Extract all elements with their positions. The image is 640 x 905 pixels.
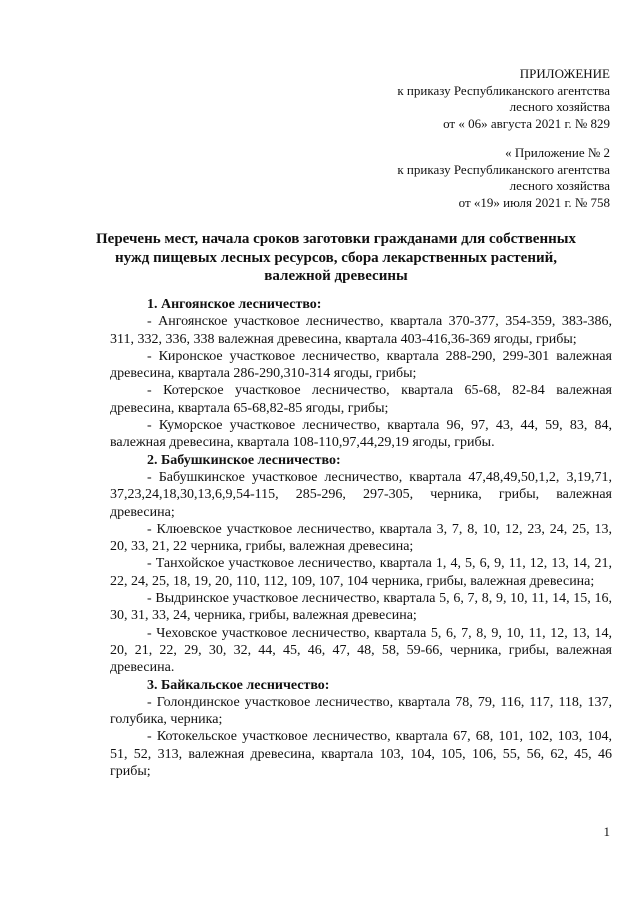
list-item: - Танхойское участковое лесничество, квартала 1, 4, 5, 6, 9, 11, 12, 13, 14, 21, 22, 24, 25, 18, 19, 20, 110, 112, 109, 107, 104 черника, грибы, валежная древесина; — [110, 556, 612, 589]
appendix-order-line: к приказу Республиканского агентства — [397, 82, 610, 98]
list-item: - Голондинское участковое лесничество, квартала 78, 79, 116, 117, 118, 137, голубика, черника; — [110, 694, 612, 728]
title-line: валежной древесины — [264, 268, 408, 284]
list-item: - Выдринское участковое лесничество, квартала 5, 6, 7, 8, 9, 10, 11, 14, 15, 16, 30, 31, 33, 24, черника, грибы, валежная древесина; — [110, 591, 612, 624]
list-item: - Ангоянское участковое лесничество, квартала 370-377, 354-359, 383-386, 311, 332, 336, 338 валежная древесина, квартала 403-416,36-369 ягоды, грибы; — [110, 314, 612, 347]
list-item: - Куморское участковое лесничество, квартала 96, 97, 43, 44, 59, 83, 84, валежная древесина, квартала 108-110,97,44,29,19 ягоды, грибы. — [110, 418, 612, 451]
previous-appendix-title: « Приложение № 2 — [505, 145, 610, 160]
title-line: нужд пищевых лесных ресурсов, сбора лекарственных растений, — [114, 249, 558, 266]
list-item: - Киронское участковое лесничество, квартала 288-290, 299-301 валежная древесина, квартала 286-290,310-314 ягоды, грибы; — [110, 348, 612, 382]
previous-appendix-agency-line: лесного хозяйства — [509, 178, 610, 193]
appendix-header — [397, 66, 610, 132]
appendix-date-line: от « 06» августа 2021 г. № 829 — [443, 115, 610, 131]
list-item: - Бабушкинское участковое лесничество, квартала 47,48,49,50,1,2, 3,19,71, 37,23,24,18,30,13,6,9,54-115, 285-296, 297-305, черника, грибы, валежная древесина; — [110, 469, 612, 520]
list-item: - Чеховское участковое лесничество, квартала 5, 6, 7, 8, 9, 10, 11, 12, 13, 14, 20, 21, 22, 29, 30, 32, 44, 45, 46, 47, 48, 58, 59-66, черника, грибы, валежная древесина. — [110, 625, 612, 676]
document-body — [110, 296, 612, 780]
section-heading: 3. Байкальское лесничество: — [147, 677, 330, 693]
title-line: Перечень мест, начала сроков заготовки гражданами для собственных — [96, 231, 576, 247]
section-heading: 1. Ангоянское лесничество: — [147, 297, 322, 312]
list-item: - Котерское участковое лесничество, квартала 65-68, 82-84 валежная древесина, квартала 65-68,82-85 ягоды, грибы; — [110, 383, 612, 416]
list-item: - Клюевское участковое лесничество, квартала 3, 7, 8, 10, 12, 23, 24, 25, 13, 20, 33, 21, 22 черника, грибы, валежная древесина; — [110, 521, 612, 555]
appendix-title: ПРИЛОЖЕНИЕ — [519, 66, 610, 81]
page-number: 1 — [603, 824, 610, 839]
section-heading: 2. Бабушкинское лесничество: — [147, 452, 341, 468]
appendix-agency-line: лесного хозяйства — [509, 99, 610, 114]
document-title — [60, 230, 612, 286]
previous-appendix-header — [397, 145, 610, 211]
previous-appendix-date-line: от «19» июля 2021 г. № 758 — [458, 194, 610, 210]
list-item: - Котокельское участковое лесничество, квартала 67, 68, 101, 102, 103, 104, 51, 52, 313, валежная древесина, квартала 103, 104, 105, 106, 55, 56, 62, 45, 46 грибы; — [110, 729, 612, 780]
previous-appendix-order-line: к приказу Республиканского агентства — [397, 161, 610, 177]
